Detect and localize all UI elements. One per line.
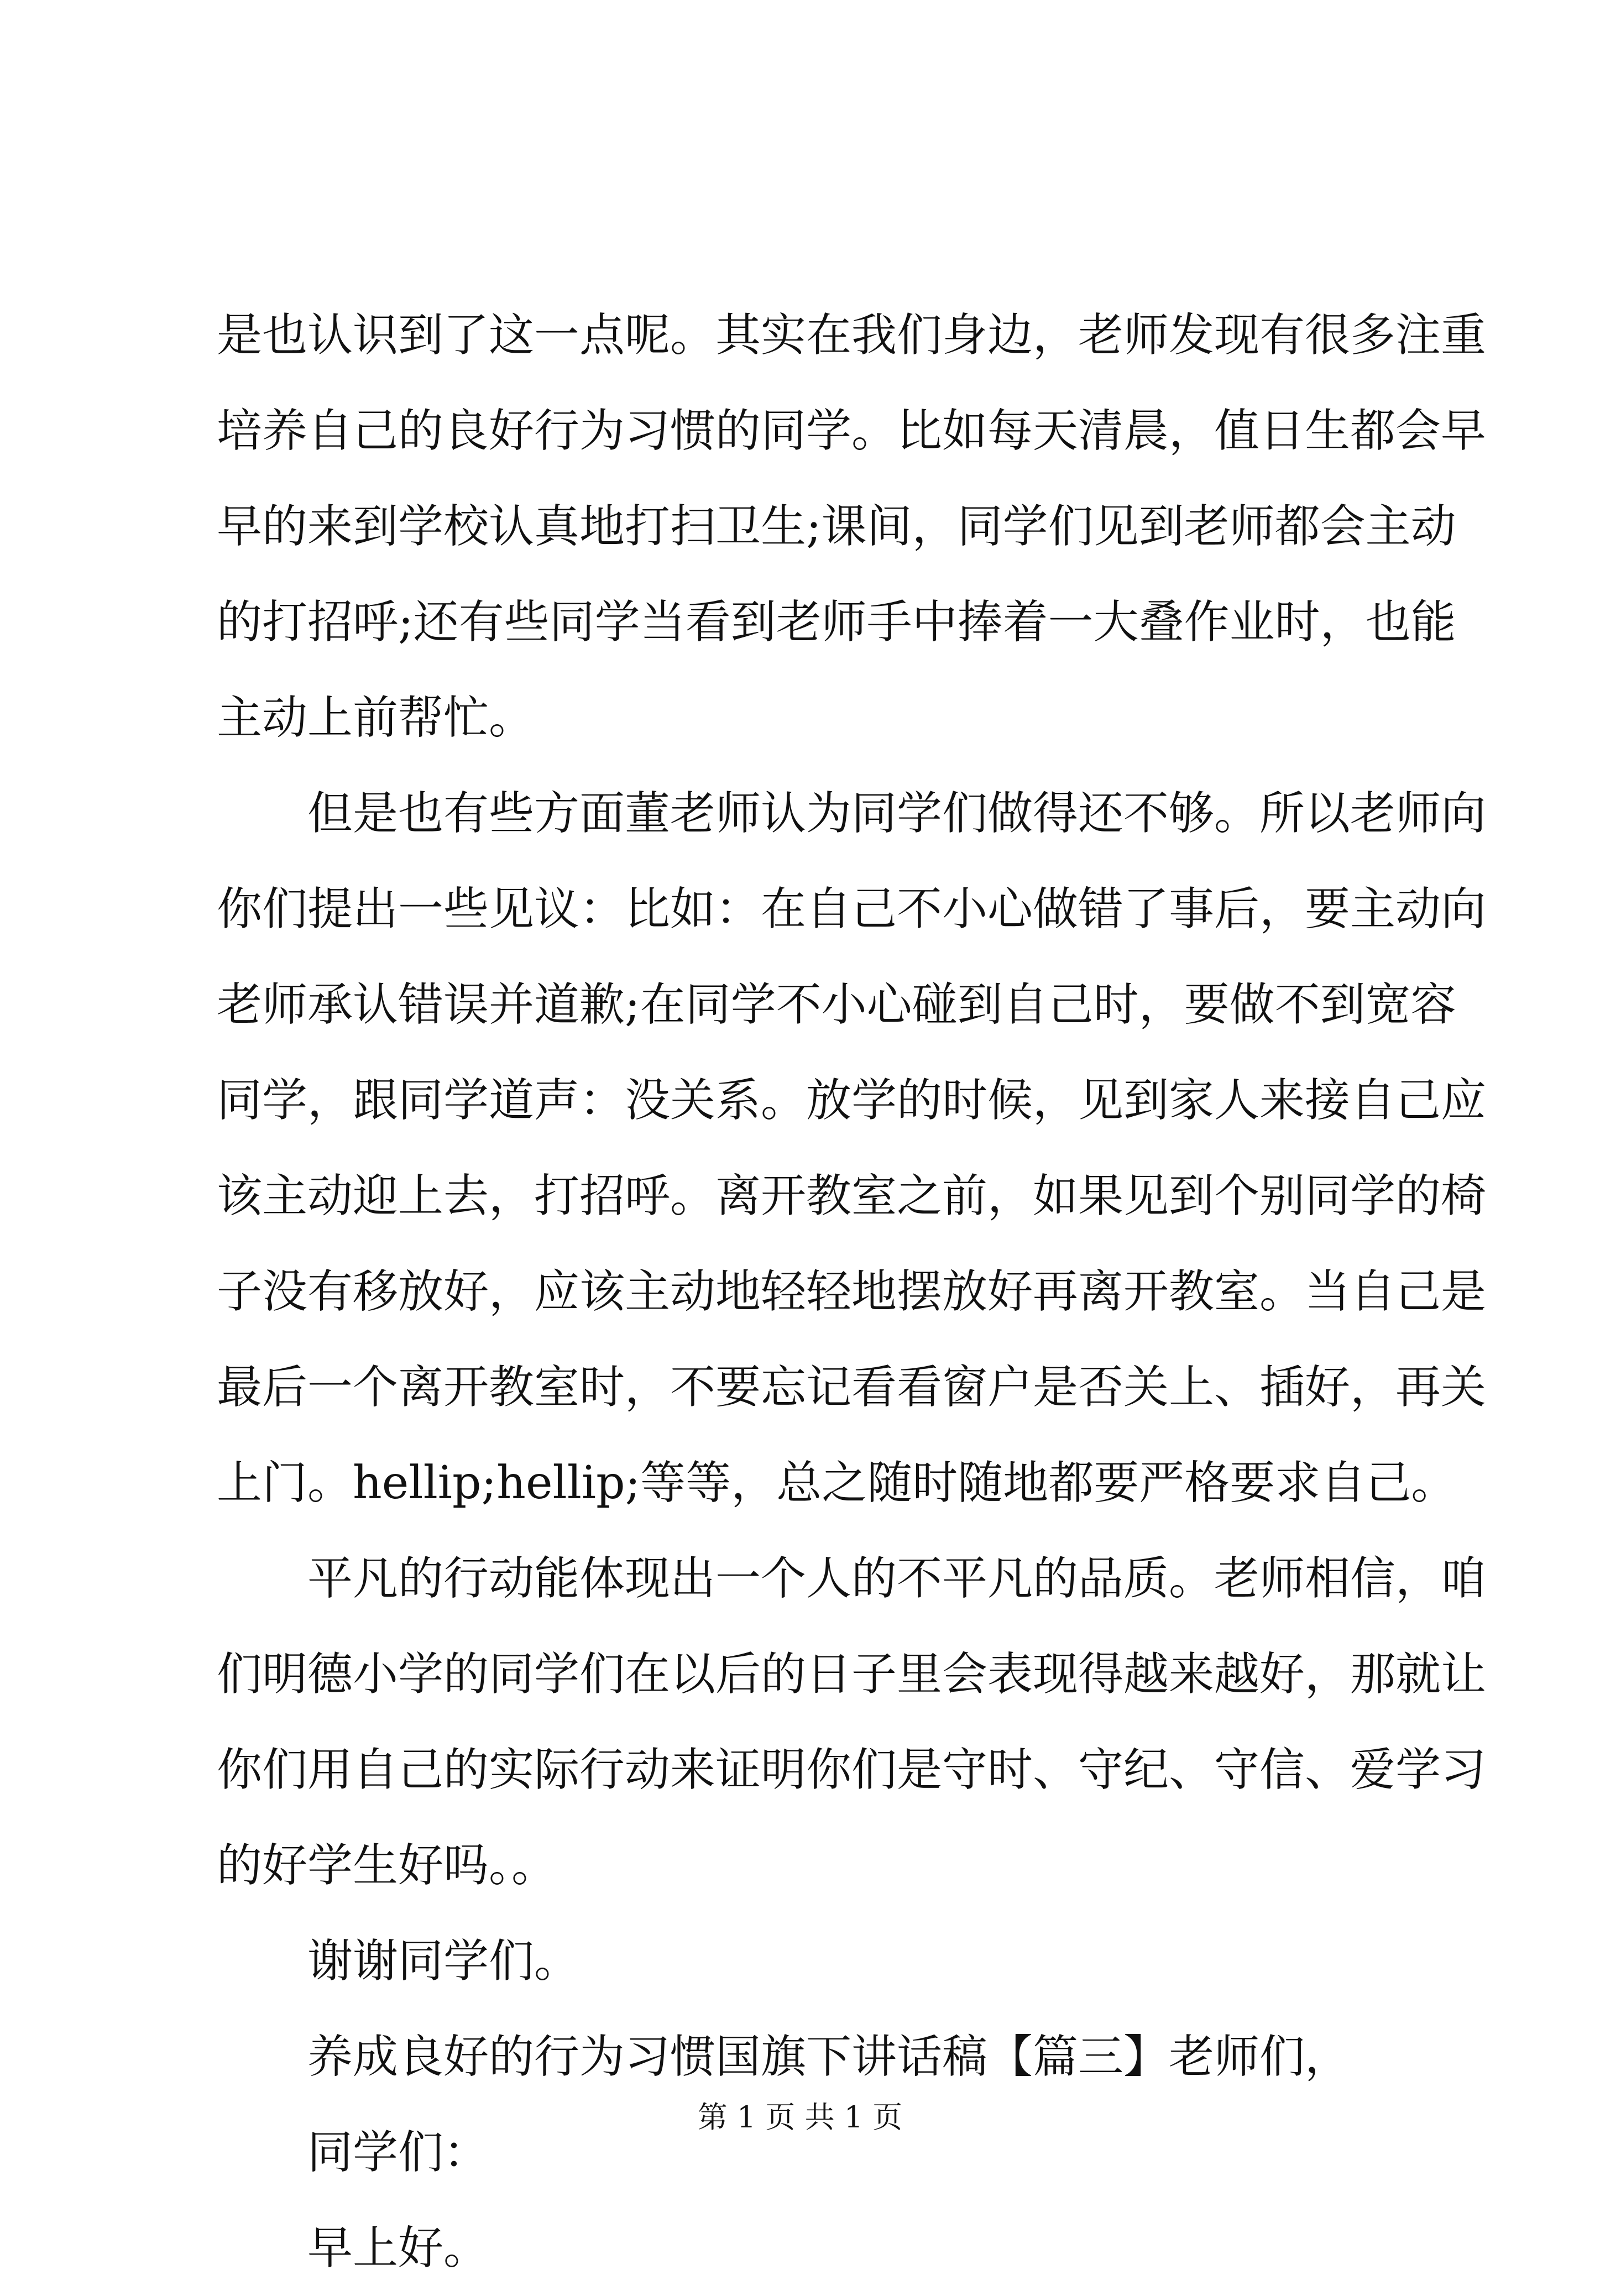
text-line: 早的来到学校认真地打扫卫生;课间，同学们见到老师都会主动 xyxy=(217,500,1456,553)
text-line: 早上好。 xyxy=(217,2222,489,2274)
text-line: 子没有移放好，应该主动地轻轻地摆放好再离开教室。当自己是 xyxy=(217,1265,1487,1318)
paragraph xyxy=(217,2200,1400,2296)
text-line: 养成良好的行为习惯国旗下讲话稿【篇三】老师们， xyxy=(217,2031,1351,2083)
text-line: 们明德小学的同学们在以后的日子里会表现得越来越好，那就让 xyxy=(217,1648,1487,1701)
paragraph xyxy=(217,1531,1487,1913)
text-line: 主动上前帮忙。 xyxy=(217,692,535,744)
text-line: 该主动迎上去，打招呼。离开教室之前，如果见到个别同学的椅 xyxy=(217,1170,1487,1222)
text-line: 同学，跟同学道声：没关系。放学的时候，见到家人来接自己应 xyxy=(217,1074,1487,1127)
text-line: 平凡的行动能体现出一个人的不平凡的品质。老师相信，咱 xyxy=(217,1552,1487,1605)
text-line: 的打招呼;还有些同学当看到老师手中捧着一大叠作业时，也能 xyxy=(217,596,1456,648)
text-line: 老师承认错误并道歉;在同学不小心碰到自己时，要做不到宽容 xyxy=(217,979,1456,1031)
text-line: 的好学生好吗。。 xyxy=(217,1839,557,1892)
text-line: 你们提出一些见议：比如：在自己不小心做错了事后，要主动向 xyxy=(217,883,1487,935)
paragraph xyxy=(217,2009,1400,2105)
text-line: 是也认识到了这一点呢。其实在我们身边，老师发现有很多注重 xyxy=(217,309,1487,362)
paragraph xyxy=(217,1913,1400,2009)
text-line: 同学们： xyxy=(217,2126,489,2179)
text-line: 培养自己的良好行为习惯的同学。比如每天清晨，值日生都会早 xyxy=(217,405,1487,457)
page-footer: 第 1 页 共 1 页 xyxy=(697,2100,903,2135)
paragraph xyxy=(217,766,1487,1531)
document-body xyxy=(217,287,1487,2296)
text-line: 但是也有些方面董老师认为同学们做得还不够。所以老师向 xyxy=(217,787,1487,840)
text-line: 谢谢同学们。 xyxy=(217,1935,580,1988)
text-line: 最后一个离开教室时，不要忘记看看窗户是否关上、插好，再关 xyxy=(217,1361,1487,1414)
paragraph xyxy=(217,287,1487,766)
text-line: 上门。hellip;hellip;等等，总之随时随地都要严格要求自己。 xyxy=(217,1457,1457,1509)
text-line: 你们用自己的实际行动来证明你们是守时、守纪、守信、爱学习 xyxy=(217,1744,1487,1796)
